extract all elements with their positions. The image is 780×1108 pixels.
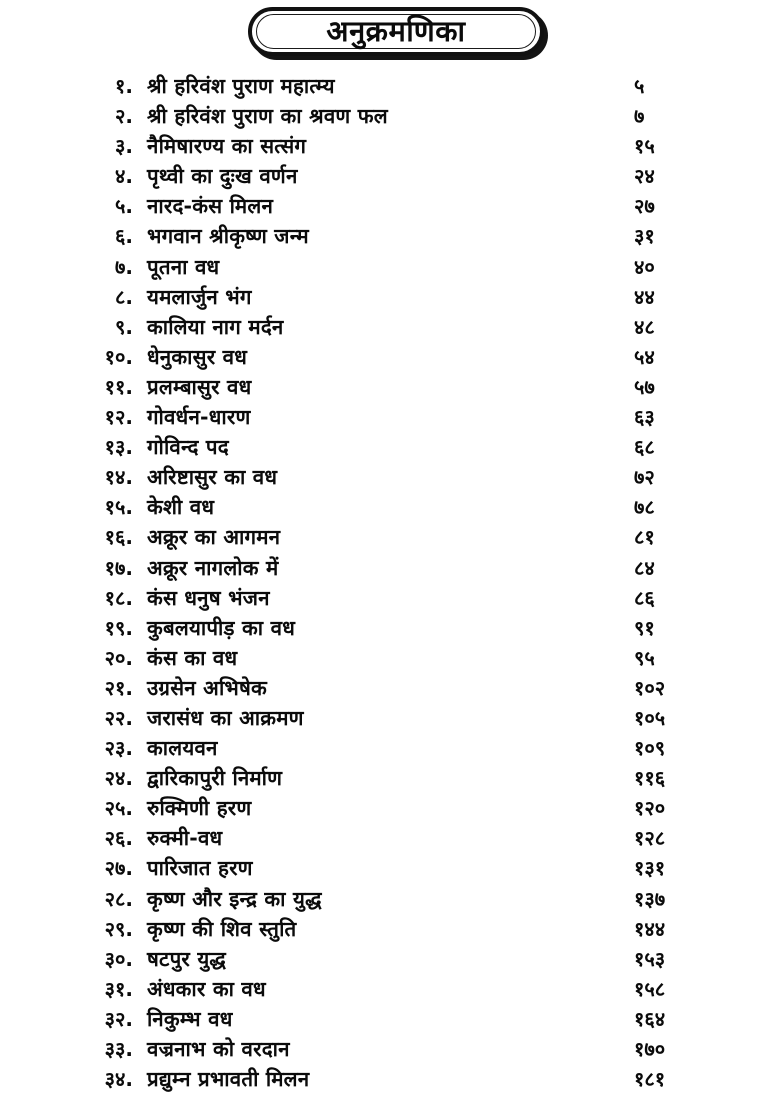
- toc-entry-page-number: १५: [634, 134, 655, 159]
- toc-entry-number: ९.: [115, 314, 133, 339]
- toc-entry-title[interactable]: नारद-कंस मिलन: [147, 194, 274, 219]
- toc-entry-page-number: ६८: [634, 435, 655, 460]
- toc-entry-row[interactable]: [0, 675, 780, 708]
- toc-entry-page-number: १४४: [634, 916, 666, 941]
- toc-entry-row[interactable]: [0, 645, 780, 678]
- toc-entry-row[interactable]: [0, 1039, 780, 1069]
- toc-entry-row[interactable]: [0, 166, 780, 196]
- toc-entry-title[interactable]: कृष्ण की शिव स्तुति: [147, 916, 297, 941]
- toc-entry-row[interactable]: [0, 705, 780, 738]
- toc-entry-title[interactable]: अक्रूर नागलोक में: [147, 555, 279, 580]
- toc-entry-page-number: ४८: [634, 314, 655, 339]
- toc-entry-title[interactable]: अक्रूर का आगमन: [147, 525, 281, 550]
- toc-entry-number: ३२.: [104, 1006, 133, 1031]
- toc-entry-row[interactable]: [0, 76, 780, 106]
- toc-entry-row[interactable]: [0, 196, 780, 226]
- toc-entry-number: ११.: [104, 374, 133, 399]
- toc-entry-title[interactable]: कंस धनुष भंजन: [147, 585, 270, 610]
- toc-entry-row[interactable]: [0, 136, 780, 166]
- toc-entry-title[interactable]: वज्रनाभ को वरदान: [147, 1037, 290, 1061]
- toc-entry-number: २४.: [104, 766, 133, 791]
- toc-entry-number: ६.: [115, 224, 133, 249]
- toc-entry-page-number: १२८: [634, 826, 666, 851]
- toc-entry-number: ३३.: [104, 1037, 133, 1061]
- toc-entry-number: २०.: [104, 645, 133, 670]
- toc-entry-number: १३.: [104, 435, 133, 460]
- toc-entry-page-number: १७०: [634, 1037, 666, 1061]
- toc-entry-row[interactable]: [0, 555, 780, 588]
- toc-entry-page-number: ८४: [634, 555, 655, 580]
- toc-entry-title[interactable]: यमलार्जुन भंग: [147, 284, 252, 309]
- toc-entry-row[interactable]: [0, 858, 780, 888]
- toc-entry-number: १८.: [104, 585, 133, 610]
- toc-entry-page-number: ८६: [634, 585, 655, 610]
- toc-entry-row[interactable]: [0, 946, 780, 979]
- toc-entry-number: २१.: [104, 675, 133, 700]
- toc-entry-page-number: १२०: [634, 796, 666, 821]
- toc-entry-number: ३.: [115, 134, 133, 159]
- toc-entry-number: १.: [115, 74, 133, 98]
- toc-entry-page-number: ९५: [634, 645, 655, 670]
- toc-entry-row[interactable]: [0, 1006, 780, 1039]
- toc-entry-page-number: १५८: [634, 976, 666, 1001]
- page-header: [0, 0, 780, 68]
- toc-entry-title[interactable]: अरिष्टासुर का वध: [147, 465, 278, 490]
- toc-entry-page-number: २७: [634, 194, 655, 219]
- toc-entry-title[interactable]: नैमिषारण्य का सत्संग: [147, 134, 307, 159]
- toc-entry-page-number: २४: [634, 164, 655, 189]
- toc-entry-title[interactable]: रुक्मी-वध: [147, 826, 223, 851]
- toc-entry-title[interactable]: अंधकार का वध: [147, 976, 266, 1001]
- toc-entry-page-number: ६३: [634, 405, 655, 430]
- toc-entry-page-number: ५: [634, 74, 645, 98]
- toc-entry-title[interactable]: भगवान श्रीकृष्ण जन्म: [147, 224, 309, 249]
- toc-entry-row[interactable]: [0, 738, 780, 768]
- toc-entry-title[interactable]: निकुम्भ वध: [147, 1006, 233, 1031]
- toc-entry-title[interactable]: पृथ्वी का दुःख वर्णन: [147, 164, 298, 189]
- toc-entry-number: ७.: [115, 254, 133, 279]
- toc-entry-number: १५.: [104, 495, 133, 520]
- toc-entry-row[interactable]: [0, 467, 780, 497]
- toc-entry-number: ३०.: [104, 946, 133, 971]
- toc-entry-page-number: ११६: [634, 766, 666, 791]
- toc-entry-row[interactable]: [0, 886, 780, 919]
- toc-entry-title[interactable]: कंस का वध: [147, 645, 238, 670]
- toc-entry-title[interactable]: प्रलम्बासुर वध: [147, 374, 252, 399]
- toc-entry-number: ८.: [115, 284, 133, 309]
- toc-entry-row[interactable]: [0, 497, 780, 527]
- toc-entry-page-number: ८१: [634, 525, 655, 550]
- toc-entry-page-number: ७२: [634, 465, 655, 490]
- toc-entry-page-number: १०५: [634, 705, 666, 730]
- toc-entry-row[interactable]: [0, 374, 780, 407]
- toc-entry-row[interactable]: [0, 314, 780, 347]
- toc-entry-title[interactable]: जरासंध का आक्रमण: [147, 705, 304, 730]
- toc-entry-title[interactable]: धेनुकासुर वध: [147, 344, 248, 369]
- toc-entry-page-number: ५७: [634, 374, 655, 399]
- toc-entry-title[interactable]: केशी वध: [147, 495, 215, 520]
- toc-entry-number: १०.: [104, 344, 133, 369]
- toc-entry-number: २६.: [104, 826, 133, 851]
- toc-entry-title[interactable]: गोविन्द पद: [147, 435, 229, 460]
- toc-entry-page-number: १०९: [634, 736, 666, 761]
- toc-entry-title[interactable]: उग्रसेन अभिषेक: [147, 675, 267, 700]
- toc-entry-page-number: १०२: [634, 675, 666, 700]
- toc-entry-page-number: ४०: [634, 254, 655, 279]
- toc-entry-title[interactable]: द्वारिकापुरी निर्माण: [147, 766, 283, 791]
- toc-entry-number: २२.: [104, 705, 133, 730]
- toc-entry-row[interactable]: [0, 226, 780, 256]
- toc-entry-title[interactable]: कुबलयापीड़ का वध: [147, 615, 296, 640]
- toc-entry-page-number: ४४: [634, 284, 655, 309]
- toc-entry-title[interactable]: पूतना वध: [147, 254, 220, 279]
- toc-entry-row[interactable]: [0, 344, 780, 377]
- toc-entry-title[interactable]: कालयवन: [147, 736, 218, 761]
- toc-entry-number: १४.: [104, 465, 133, 490]
- toc-entry-title[interactable]: रुक्मिणी हरण: [147, 796, 252, 821]
- toc-entry-row[interactable]: [0, 798, 780, 828]
- toc-entry-number: २९.: [104, 916, 133, 941]
- toc-entry-page-number: ९१: [634, 615, 655, 640]
- toc-entry-row[interactable]: [0, 1069, 780, 1099]
- toc-entry-number: ३१.: [104, 976, 133, 1001]
- table-of-contents-list: [0, 76, 780, 1099]
- toc-entry-page-number: १५३: [634, 946, 666, 971]
- toc-entry-title[interactable]: कृष्ण और इन्द्र का युद्ध: [147, 886, 322, 911]
- toc-entry-title[interactable]: श्री हरिवंश पुराण का श्रवण फल: [147, 104, 388, 129]
- toc-entry-number: १२.: [104, 405, 133, 430]
- toc-entry-number: २८.: [104, 886, 133, 911]
- toc-entry-number: २५.: [104, 796, 133, 821]
- toc-entry-number: ५.: [115, 194, 133, 219]
- page-title: अनुक्रमणिका: [326, 13, 466, 48]
- toc-entry-page-number: ३१: [634, 224, 655, 249]
- toc-entry-page-number: ५४: [634, 344, 655, 369]
- toc-entry-number: २७.: [104, 856, 133, 881]
- toc-entry-row[interactable]: [0, 916, 780, 949]
- toc-entry-row[interactable]: [0, 527, 780, 557]
- toc-entry-row[interactable]: [0, 254, 780, 287]
- toc-entry-page-number: १३१: [634, 856, 666, 881]
- toc-entry-number: १७.: [104, 555, 133, 580]
- toc-entry-page-number: १३७: [634, 886, 666, 911]
- toc-entry-title[interactable]: षटपुर युद्ध: [147, 946, 227, 971]
- toc-entry-page-number: १६४: [634, 1006, 666, 1031]
- toc-entry-title[interactable]: कालिया नाग मर्दन: [147, 314, 284, 339]
- toc-entry-row[interactable]: [0, 615, 780, 648]
- toc-entry-row[interactable]: [0, 284, 780, 317]
- toc-entry-row[interactable]: [0, 828, 780, 858]
- toc-entry-title[interactable]: प्रद्युम्न प्रभावती मिलन: [147, 1067, 310, 1092]
- toc-entry-row[interactable]: [0, 106, 780, 136]
- toc-entry-row[interactable]: [0, 437, 780, 467]
- toc-entry-title[interactable]: श्री हरिवंश पुराण महात्म्य: [147, 74, 335, 98]
- toc-entry-title[interactable]: पारिजात हरण: [147, 856, 253, 881]
- toc-entry-title[interactable]: गोवर्धन-धारण: [147, 405, 251, 430]
- toc-entry-number: ४.: [115, 164, 133, 189]
- title-plate: [248, 7, 544, 56]
- toc-entry-row[interactable]: [0, 407, 780, 437]
- toc-entry-row[interactable]: [0, 585, 780, 618]
- toc-entry-row[interactable]: [0, 768, 780, 798]
- toc-entry-page-number: ७: [634, 104, 645, 129]
- toc-entry-number: ३४.: [104, 1067, 133, 1092]
- toc-entry-number: २.: [115, 104, 133, 129]
- toc-entry-page-number: ७८: [634, 495, 655, 520]
- toc-entry-row[interactable]: [0, 976, 780, 1009]
- toc-entry-page-number: १८१: [634, 1067, 666, 1092]
- toc-entry-number: २३.: [104, 736, 133, 761]
- toc-entry-number: १६.: [104, 525, 133, 550]
- toc-entry-number: १९.: [104, 615, 133, 640]
